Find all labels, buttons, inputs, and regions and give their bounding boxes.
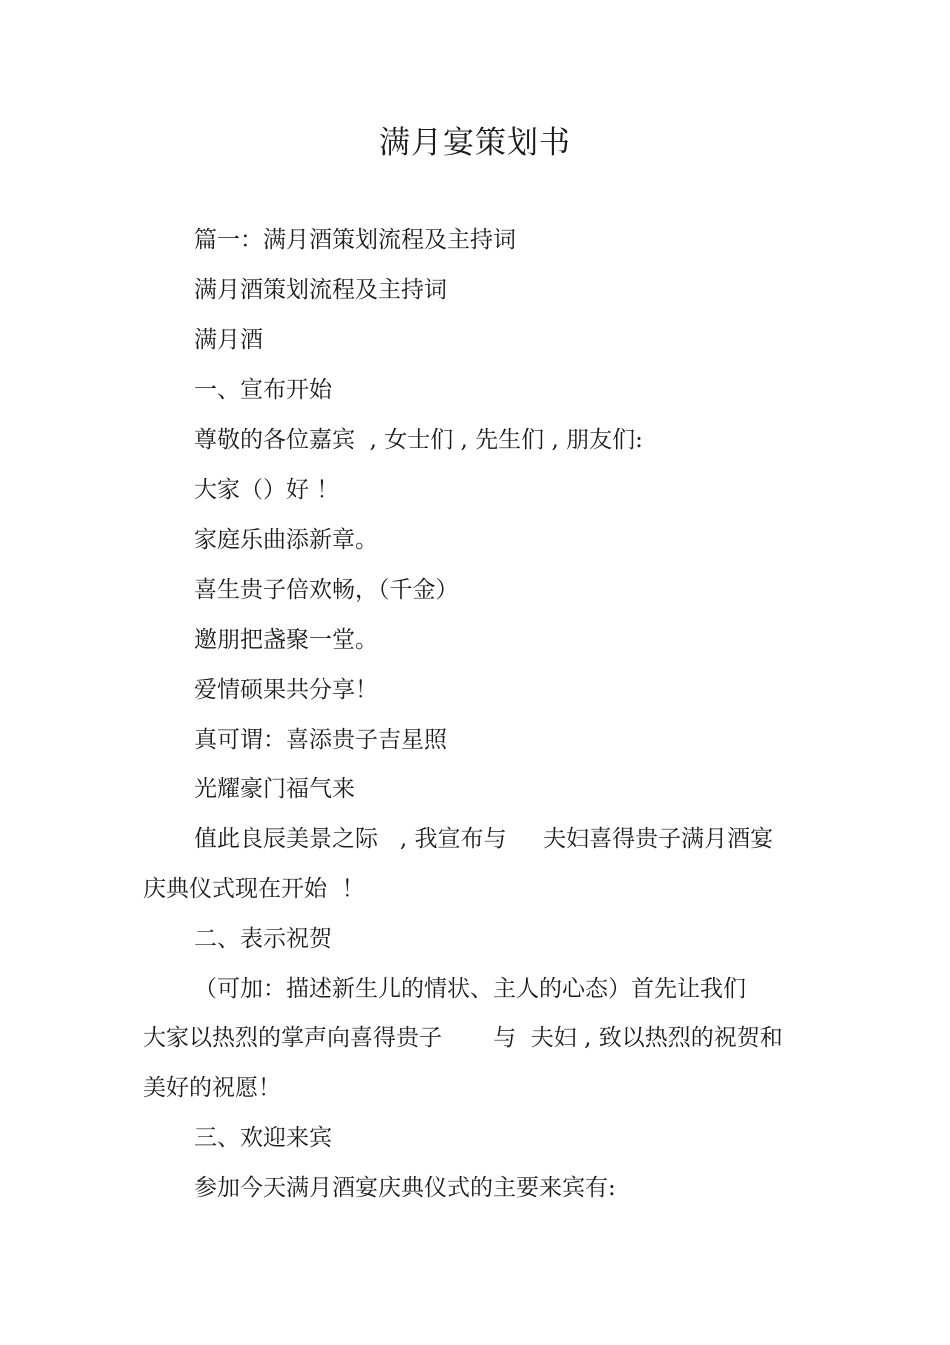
section-heading-announce: 一、宣布开始 <box>194 377 332 403</box>
paragraph-line: 美好的祝愿！ <box>143 1075 281 1101</box>
paragraph-line: 邀朋把盏聚一堂。 <box>194 627 378 653</box>
paragraph-line: 爱情硕果共分享！ <box>194 677 378 703</box>
paragraph-line: 大家（）好 ！ <box>194 477 340 503</box>
section-heading-welcome: 三、欢迎来宾 <box>194 1125 332 1151</box>
section-heading-congratulate: 二、表示祝贺 <box>194 926 332 952</box>
paragraph-line: 大家以热烈的掌声向喜得贵子 与 夫妇 , 致以热烈的祝贺和 <box>143 1025 783 1051</box>
paragraph-line: 真可谓：喜添贵子吉星照 <box>194 727 447 753</box>
document-title: 满月宴策划书 <box>379 125 571 161</box>
paragraph-line: 庆典仪式现在开始 ！ <box>143 876 365 902</box>
paragraph-line: 家庭乐曲添新章。 <box>194 527 378 553</box>
heading-section-one: 篇一：满月酒策划流程及主持词 <box>194 227 516 253</box>
paragraph-line: 尊敬的各位嘉宾 , 女士们 , 先生们 , 朋友们: <box>194 427 643 453</box>
paragraph-line: （可加：描述新生儿的情状、主人的心态）首先让我们 <box>194 976 746 1002</box>
paragraph-line: 值此良辰美景之际 , 我宣布与 夫妇喜得贵子满月酒宴 <box>194 826 774 852</box>
paragraph-line: 参加今天满月酒宴庆典仪式的主要来宾有: <box>194 1175 616 1201</box>
subheading: 满月酒策划流程及主持词 <box>194 277 447 303</box>
paragraph-line: 光耀豪门福气来 <box>194 776 355 802</box>
paragraph-line: 喜生贵子倍欢畅，（千金） <box>194 577 459 603</box>
paragraph-line: 满月酒 <box>194 327 263 353</box>
